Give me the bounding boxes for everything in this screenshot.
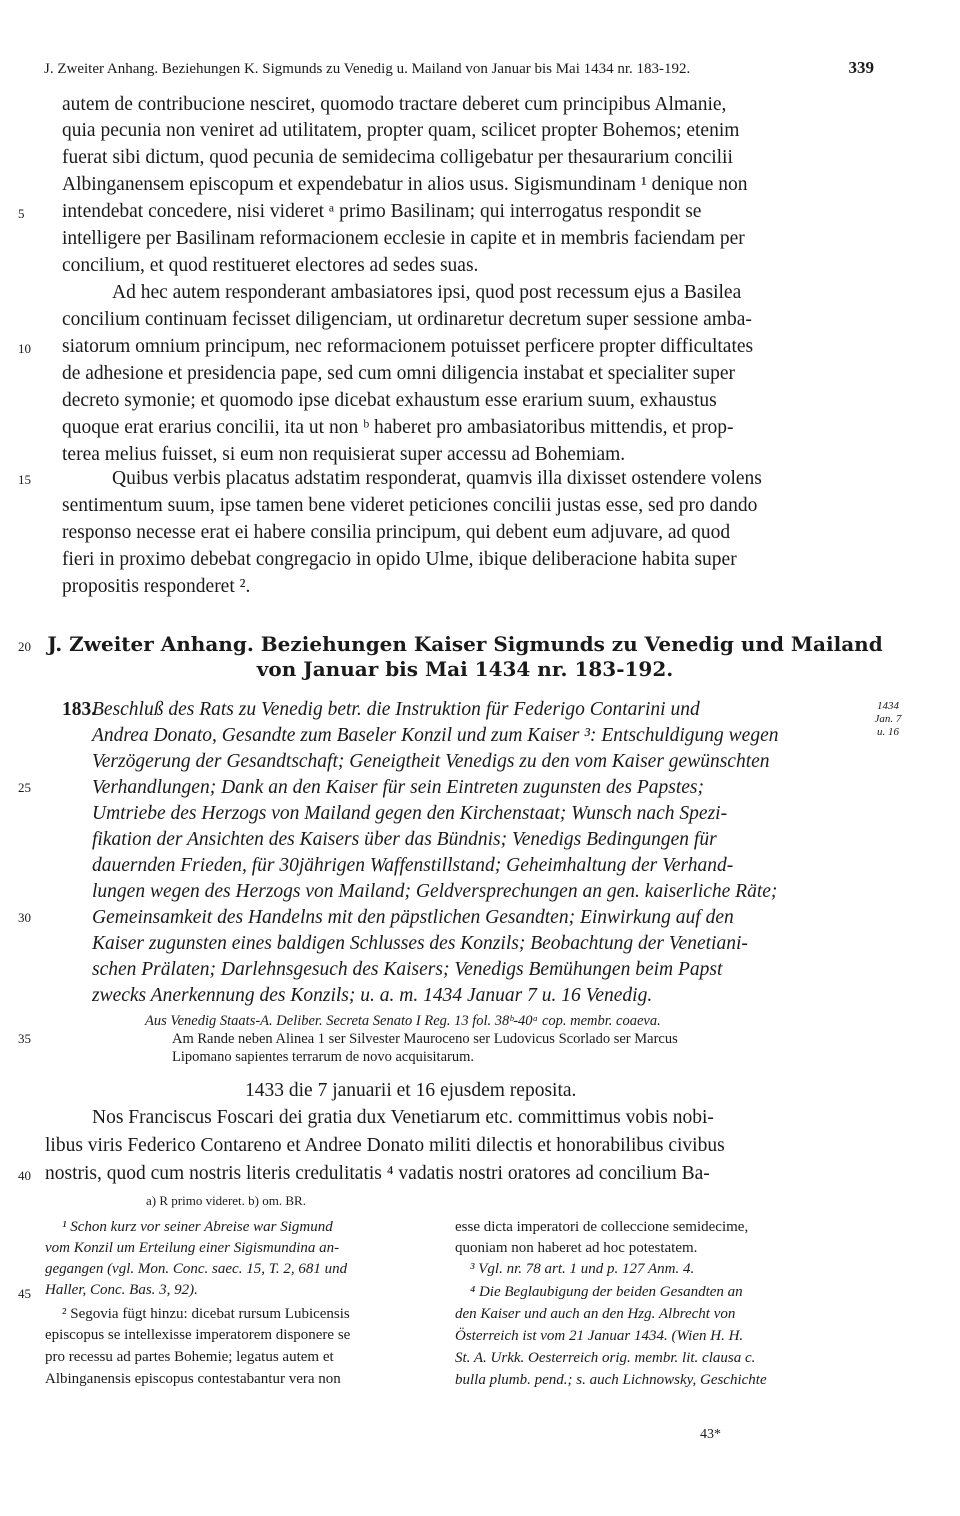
body-line: propositis responderet ². <box>62 576 251 597</box>
line-number: 40 <box>18 1168 31 1183</box>
regest-line: Beschluß des Rats zu Venedig betr. die Instruktion für Federigo Contarini und <box>92 699 700 720</box>
body-line: responso necesse erat ei habere consilia principum, qui debent eum adjuvare, ad quod <box>62 522 731 543</box>
line-number: 30 <box>18 910 31 925</box>
footnote-line: ² Segovia fügt hinzu: dicebat rursum Lubicensis <box>62 1306 350 1322</box>
footnote-line: ³ Vgl. nr. 78 art. 1 und p. 127 Anm. 4. <box>470 1261 695 1277</box>
line-number: 25 <box>18 780 31 795</box>
footnote-line: gegangen (vgl. Mon. Conc. saec. 15, T. 2, 681 und <box>45 1261 348 1277</box>
footnote-line: ¹ Schon kurz vor seiner Abreise war Sigmund <box>62 1219 333 1235</box>
line-number: 35 <box>18 1031 31 1046</box>
regest-line: Kaiser zugunsten eines baldigen Schlusses des Konzils; Beobachtung der Venetiani- <box>92 933 748 954</box>
footnote-line: vom Konzil um Erteilung einer Sigismundina an- <box>45 1240 340 1256</box>
footnote-line: St. A. Urkk. Oesterreich orig. membr. lit. clausa c. <box>455 1350 756 1366</box>
footnote-line: pro recessu ad partes Bohemie; legatus autem et <box>45 1349 334 1365</box>
signature-mark: 43* <box>700 1427 721 1442</box>
document-date-line: 1433 die 7 januarii et 16 ejusdem reposita. <box>245 1080 577 1101</box>
document-line: Nos Franciscus Foscari dei gratia dux Venetiarum etc. committimus vobis nobi- <box>92 1107 714 1128</box>
margin-date-year: 1434 <box>877 700 899 712</box>
regest-line: zwecks Anerkennung des Konzils; u. a. m. 1434 Januar 7 u. 16 Venedig. <box>92 985 653 1006</box>
body-line: de adhesione et presidencia pape, sed cum omni diligencia instabat et specialiter super <box>62 363 736 384</box>
body-line: concilium, et quod restitueret electores ad sedes suas. <box>62 255 479 276</box>
source-line: Aus Venedig Staats-A. Deliber. Secreta Senato I Reg. 13 fol. 38ᵇ-40ᵃ cop. membr. coaeva. <box>145 1013 661 1029</box>
running-head-title: J. Zweiter Anhang. Beziehungen K. Sigmunds zu Venedig u. Mailand von Januar bis Mai 1434 nr. 183-192. <box>44 61 691 77</box>
regest-line: lungen wegen des Herzogs von Mailand; Geldversprechungen an gen. kaiserliche Räte; <box>92 881 778 902</box>
body-line: decreto symonie; et quomodo ipse dicebat exhaustum esse erarium suum, exhaustus <box>62 390 717 411</box>
regest-line: fikation der Ansichten des Kaisers über das Bündnis; Venedigs Bedingungen für <box>92 829 717 850</box>
regest-line: Andrea Donato, Gesandte zum Baseler Konzil und zum Kaiser ³: Entschuldigung wegen <box>92 725 779 746</box>
line-number: 45 <box>18 1286 31 1301</box>
footnote-line: bulla plumb. pend.; s. auch Lichnowsky, Geschichte <box>455 1372 767 1388</box>
footnote-line: Albinganensis episcopus contestabantur vera non <box>45 1371 341 1387</box>
line-number: 20 <box>18 639 31 654</box>
regest-line: dauernden Frieden, für 30jährigen Waffenstillstand; Geheimhaltung der Verhand- <box>92 855 734 876</box>
document-line: libus viris Federico Contareno et Andree Donato militi dilectis et honorabilibus civibus <box>45 1135 725 1156</box>
footnote-line: den Kaiser und auch an den Hzg. Albrecht von <box>455 1306 736 1322</box>
footnote-line: quoniam non haberet ad hoc potestatem. <box>455 1240 698 1256</box>
body-line: quoque erat erarius concilii, ita ut non ᵇ haberet pro ambasiatoribus mittendis, et prop- <box>62 417 734 438</box>
margin-date-day: Jan. 7 <box>874 713 902 725</box>
body-line: Ad hec autem responderant ambasiatores ipsi, quod post recessum ejus a Basilea <box>112 282 742 303</box>
page-number: 339 <box>848 58 874 77</box>
source-line: Lipomano sapientes terrarum de novo acquisitarum. <box>172 1049 474 1065</box>
footnote-line: episcopus se intellexisse imperatorem disponere se <box>45 1327 351 1343</box>
body-line: terea melius fuisset, si eum non requisierat super accessu ad Bohemiam. <box>62 444 626 465</box>
margin-date-day-2: u. 16 <box>877 726 899 738</box>
footnote-line: Haller, Conc. Bas. 3, 92). <box>45 1282 198 1298</box>
body-line: concilium continuam fecisset diligenciam, ut ordinaretur decretum super sessione amba- <box>62 309 752 330</box>
margin-date <box>858 700 918 739</box>
body-line: quia pecunia non veniret ad utilitatem, propter quam, scilicet propter Bohemos; etenim <box>62 120 740 141</box>
line-number: 5 <box>18 206 25 221</box>
footnote-line: Österreich ist vom 21 Januar 1434. (Wien H. H. <box>455 1328 744 1344</box>
regest-line: Verzögerung der Gesandtschaft; Geneigtheit Venedigs zu den vom Kaiser gewünschten <box>92 751 770 772</box>
body-line: intelligere per Basilinam reformacionem ecclesie in capite et in membris faciendam per <box>62 228 745 249</box>
variant-notes: a) R primo videret. b) om. BR. <box>146 1193 306 1208</box>
regest-number: 183. <box>62 699 97 720</box>
body-line: fieri in proximo debebat congregacio in opido Ulme, ibique deliberacione habita super <box>62 549 737 570</box>
body-line: sentimentum suum, ipse tamen bene videret peticiones concilii justas esse, sed pro dando <box>62 495 758 516</box>
body-line: Albinganensem episcopum et expendebatur in alios usus. Sigismundinam ¹ denique non <box>62 174 748 195</box>
section-heading-line-2: von Januar bis Mai 1434 nr. 183-192. <box>256 657 674 681</box>
body-line: intendebat concedere, nisi videret ᵃ primo Basilinam; qui interrogatus respondit se <box>62 201 702 222</box>
regest-line: schen Prälaten; Darlehnsgesuch des Kaisers; Venedigs Bemühungen beim Papst <box>92 959 723 980</box>
source-line: Am Rande neben Alinea 1 ser Silvester Mauroceno ser Ludovicus Scorlado ser Marcus <box>172 1031 678 1047</box>
line-number: 15 <box>18 472 31 487</box>
body-line: fuerat sibi dictum, quod pecunia de semidecima colligebatur per thesaurarium concilii <box>62 147 733 168</box>
body-line: siatorum omnium principum, nec reformacionem potuisset perficere propter difficultates <box>62 336 754 357</box>
body-line: autem de contribucione nesciret, quomodo tractare deberet cum principibus Almanie, <box>62 94 727 115</box>
regest-line: Verhandlungen; Dank an den Kaiser für sein Eintreten zugunsten des Papstes; <box>92 777 705 798</box>
line-number: 10 <box>18 341 31 356</box>
document-line: nostris, quod cum nostris literis credulitatis ⁴ vadatis nostri oratores ad concilium Ba- <box>45 1163 710 1184</box>
footnote-line: esse dicta imperatori de colleccione semidecime, <box>455 1219 749 1235</box>
footnote-line: ⁴ Die Beglaubigung der beiden Gesandten an <box>470 1284 743 1300</box>
regest-line: Umtriebe des Herzogs von Mailand gegen den Kirchenstaat; Wunsch nach Spezi- <box>92 803 728 824</box>
body-line: Quibus verbis placatus adstatim responderat, quamvis illa dixisset ostendere volens <box>112 468 762 489</box>
running-head <box>44 58 874 78</box>
section-heading-line-1: J. Zweiter Anhang. Beziehungen Kaiser Sigmunds zu Venedig und Mailand <box>47 632 883 656</box>
regest-line: Gemeinsamkeit des Handelns mit den päpstlichen Gesandten; Einwirkung auf den <box>92 907 734 928</box>
